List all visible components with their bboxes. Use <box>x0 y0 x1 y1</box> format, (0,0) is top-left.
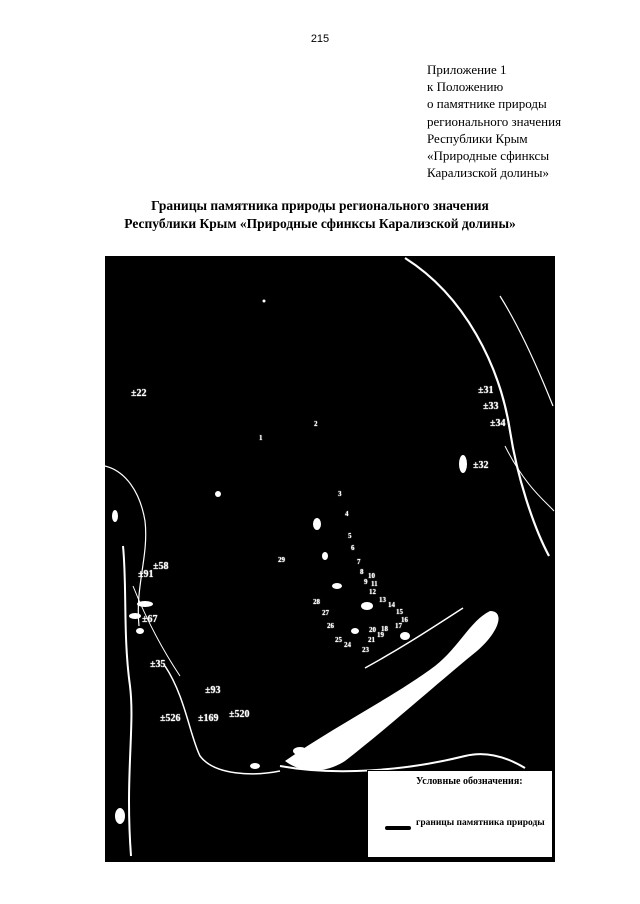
point-label-58: ±58 <box>153 561 169 572</box>
point-label-25: 25 <box>335 636 342 644</box>
appendix-line: регионального значения <box>427 113 562 129</box>
point-label-18: 18 <box>381 625 388 633</box>
map-spot <box>263 300 266 303</box>
appendix-line: Карализской долины» <box>427 165 549 181</box>
legend-boundary-label: границы памятника природы <box>416 818 545 828</box>
map-spot <box>351 628 359 634</box>
map-spot <box>137 601 153 607</box>
appendix-line: «Природные сфинксы <box>427 148 550 164</box>
map-spot <box>313 518 321 530</box>
point-label-93: ±93 <box>205 685 221 696</box>
map-spot <box>129 613 141 619</box>
point-label-12: 12 <box>369 588 376 596</box>
point-label-91: ±91 <box>138 569 154 580</box>
point-label-5: 5 <box>348 532 352 540</box>
legend-title: Условные обозначения: <box>416 776 523 787</box>
point-label-24: 24 <box>344 641 351 649</box>
document-title <box>60 197 580 233</box>
point-label-15: 15 <box>396 608 403 616</box>
map-ridge-band <box>285 611 499 770</box>
appendix-block <box>427 61 632 181</box>
point-label-526: ±526 <box>160 713 181 724</box>
map-spot <box>322 552 328 560</box>
point-label-31: ±31 <box>478 385 494 396</box>
map-track-left-2 <box>123 546 131 856</box>
point-label-23: 23 <box>362 646 369 654</box>
page-number: 215 <box>310 33 330 45</box>
map-legend <box>367 770 553 858</box>
point-label-14: 14 <box>388 601 395 609</box>
map-spot <box>250 763 260 769</box>
point-label-13: 13 <box>379 596 386 604</box>
point-label-7: 7 <box>357 558 361 566</box>
point-label-17: 17 <box>395 622 402 630</box>
map-road-northeast-2 <box>500 296 553 406</box>
point-label-33: ±33 <box>483 401 499 412</box>
point-label-22: ±22 <box>131 388 147 399</box>
map-spot <box>361 602 373 610</box>
point-label-19: 19 <box>377 631 384 639</box>
appendix-line: Приложение 1 <box>427 62 507 77</box>
boundary-line-swatch <box>385 826 411 830</box>
point-label-32: ±32 <box>473 460 489 471</box>
point-label-67: ±67 <box>142 614 158 625</box>
map-spot <box>115 808 125 824</box>
point-label-20: 20 <box>369 626 376 634</box>
map-track-east <box>505 446 554 511</box>
map-road-northeast <box>405 258 549 556</box>
point-label-169: ±169 <box>198 713 219 724</box>
point-label-35: ±35 <box>150 659 166 670</box>
map-spot <box>459 455 467 473</box>
title-line-2: Республики Крым «Природные сфинксы Карализской долины» <box>124 216 516 231</box>
map-spot <box>112 510 118 522</box>
point-label-16: 16 <box>401 616 408 624</box>
title-line-1: Границы памятника природы регионального значения <box>151 198 489 213</box>
map-spot <box>136 628 144 634</box>
point-label-4: 4 <box>345 510 349 518</box>
appendix-line: Республики Крым <box>427 130 528 146</box>
map-spot <box>332 583 342 589</box>
point-label-1: 1 <box>259 434 263 442</box>
appendix-line: к Положению <box>427 79 504 95</box>
map-spot <box>215 491 221 497</box>
point-label-29: 29 <box>278 556 285 564</box>
satellite-map <box>105 256 555 862</box>
point-label-11: 11 <box>371 580 378 588</box>
point-label-28: 28 <box>313 598 320 606</box>
appendix-line: о памятнике природы <box>427 96 547 112</box>
point-label-2: 2 <box>314 420 318 428</box>
point-label-3: 3 <box>338 490 342 498</box>
map-track-left-3 <box>165 666 280 774</box>
point-label-8: 8 <box>360 568 364 576</box>
point-label-21: 21 <box>368 636 375 644</box>
point-label-9: 9 <box>364 578 368 586</box>
point-label-26: 26 <box>327 622 334 630</box>
point-label-34: ±34 <box>490 418 506 429</box>
map-spot <box>400 632 410 640</box>
point-label-27: 27 <box>322 609 329 617</box>
map-spot <box>293 747 307 755</box>
point-label-10: 10 <box>368 572 375 580</box>
point-label-6: 6 <box>351 544 355 552</box>
point-label-520: ±520 <box>229 709 250 720</box>
